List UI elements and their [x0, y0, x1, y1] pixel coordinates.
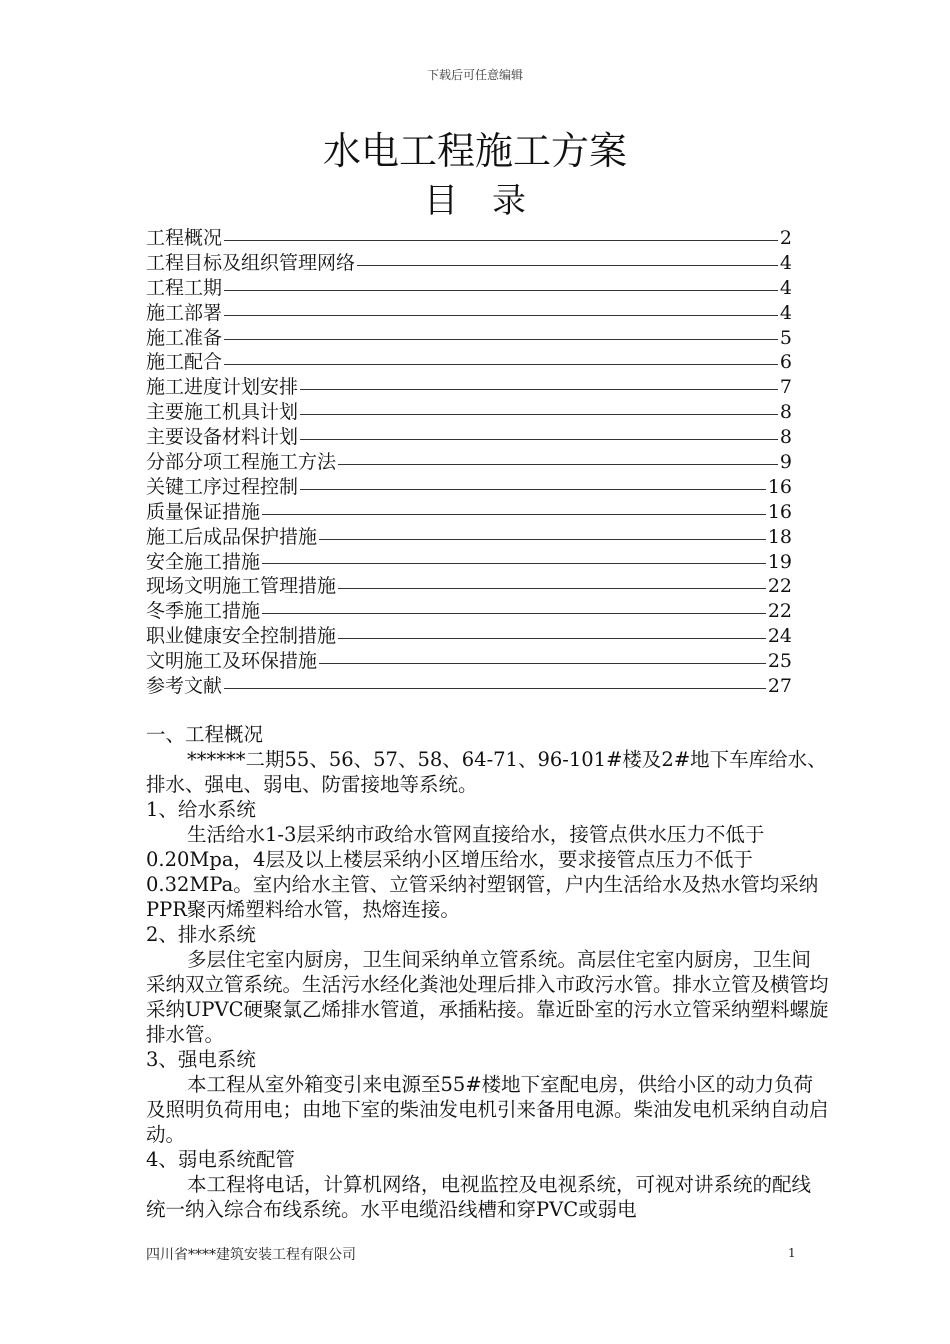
toc-entry-page: 4	[779, 276, 792, 299]
toc-entry-label: 施工配合	[146, 351, 223, 374]
toc-entry-page: 8	[779, 426, 792, 449]
toc-entry-label: 施工准备	[146, 326, 223, 349]
footer-page-number: 1	[788, 1246, 796, 1260]
toc-leader-line	[300, 489, 766, 490]
toc-leader-line	[300, 439, 778, 440]
toc-entry-label: 职业健康安全控制措施	[146, 625, 337, 648]
toc-entry-page: 8	[779, 401, 792, 424]
toc-entry-page: 25	[767, 650, 792, 673]
overview-paragraph: ******二期55、56、57、58、64-71、96-101#楼及2#地下车库给水、排水、强电、弱电、防雷接地等系统。	[146, 748, 827, 796]
toc-entry[interactable]	[146, 624, 792, 649]
toc-entry-label: 参考文献	[146, 675, 223, 698]
toc-entry[interactable]	[146, 301, 792, 326]
toc-leader-line	[262, 613, 766, 614]
toc-leader-line	[300, 389, 778, 390]
toc-entry-label: 分部分项工程施工方法	[146, 451, 337, 473]
toc-entry[interactable]	[146, 251, 792, 276]
toc-entry[interactable]	[146, 525, 792, 550]
toc-entry-page: 16	[767, 475, 792, 498]
toc-entry-page: 19	[767, 550, 792, 573]
toc-entry[interactable]	[146, 350, 792, 375]
toc-entry-page: 9	[779, 451, 792, 473]
table-of-contents	[146, 226, 792, 699]
toc-leader-line	[338, 464, 778, 465]
toc-entry-label: 现场文明施工管理措施	[146, 575, 337, 598]
toc-entry[interactable]	[146, 450, 792, 475]
toc-entry-label: 文明施工及环保措施	[146, 650, 318, 673]
toc-entry-page: 24	[767, 625, 792, 648]
toc-entry-label: 工程概况	[146, 226, 223, 249]
toc-entry-label: 施工后成品保护措施	[146, 525, 318, 548]
toc-entry-page: 18	[767, 525, 792, 548]
toc-entry[interactable]	[146, 375, 792, 400]
toc-entry[interactable]	[146, 400, 792, 425]
document-title: 水电工程施工方案	[322, 129, 627, 173]
body-content	[146, 722, 830, 1222]
toc-entry-label: 关键工序过程控制	[146, 475, 299, 498]
toc-entry-page: 4	[779, 251, 792, 274]
toc-leader-line	[224, 339, 778, 340]
toc-entry[interactable]	[146, 599, 792, 624]
toc-leader-line	[224, 688, 766, 689]
water-supply-paragraph: 生活给水1-3层采纳市政给水管网直接给水，接管点供水压力不低于0.20Mpa，4层及以上楼层采纳小区增压给水，要求接管点压力不低于0.32MPa。室内给水主管、立管采纳衬塑钢管，户内生活给水及热水管均采纳PPR聚丙烯塑料给水管，热熔连接。	[146, 823, 819, 921]
toc-entry[interactable]	[146, 649, 792, 674]
toc-entry-label: 安全施工措施	[146, 550, 261, 573]
drainage-paragraph: 多层住宅室内厨房，卫生间采纳单立管系统。高层住宅室内厨房，卫生间采纳双立管系统。生活污水经化粪池处理后排入市政污水管。排水立管及横管均采纳UPVC硬聚氯乙烯排水管道，承插粘接。靠近卧室的污水立管采纳塑料螺旋排水管。	[146, 948, 829, 1046]
toc-entry-page: 6	[779, 351, 792, 374]
toc-entry-page: 2	[779, 226, 792, 249]
toc-leader-line	[262, 563, 766, 564]
toc-leader-line	[262, 514, 766, 515]
toc-entry-page: 16	[767, 500, 792, 523]
toc-entry-page: 22	[767, 575, 792, 598]
header-note: 下载后可任意编辑	[426, 68, 523, 82]
toc-heading: 目 录	[424, 181, 526, 221]
toc-entry[interactable]	[146, 425, 792, 450]
toc-leader-line	[224, 364, 778, 365]
section-heading-overview: 一、工程概况	[146, 723, 264, 746]
subsection-heading-drainage: 2、排水系统	[146, 923, 256, 946]
toc-entry[interactable]	[146, 226, 792, 251]
power-paragraph: 本工程从室外箱变引来电源至55#楼地下室配电房，供给小区的动力负荷及照明负荷用电；由地下室的柴油发电机引来备用电源。柴油发电机采纳自动启动。	[146, 1073, 829, 1146]
toc-leader-line	[338, 588, 766, 589]
toc-leader-line	[319, 663, 766, 664]
toc-entry[interactable]	[146, 674, 792, 699]
subsection-heading-power: 3、强电系统	[146, 1048, 256, 1071]
low-voltage-paragraph: 本工程将电话，计算机网络，电视监控及电视系统，可视对讲系统的配线统一纳入综合布线系统。水平电缆沿线槽和穿PVC或弱电	[146, 1173, 812, 1221]
toc-entry-label: 工程目标及组织管理网络	[146, 251, 356, 274]
toc-entry[interactable]	[146, 550, 792, 575]
toc-leader-line	[224, 315, 778, 316]
toc-entry[interactable]	[146, 276, 792, 301]
toc-entry[interactable]	[146, 326, 792, 351]
toc-entry-page: 4	[779, 301, 792, 324]
toc-entry[interactable]	[146, 574, 792, 599]
toc-entry-label: 主要施工机具计划	[146, 401, 299, 424]
toc-leader-line	[319, 539, 766, 540]
toc-leader-line	[357, 265, 778, 266]
toc-entry-label: 冬季施工措施	[146, 600, 261, 623]
toc-entry-page: 22	[767, 600, 792, 623]
toc-entry-label: 主要设备材料计划	[146, 426, 299, 449]
toc-leader-line	[224, 240, 778, 241]
toc-leader-line	[224, 290, 778, 291]
toc-entry[interactable]	[146, 475, 792, 500]
toc-entry-label: 施工部署	[146, 301, 223, 324]
footer-company-name: 四川省****建筑安装工程有限公司	[146, 1247, 356, 1263]
subsection-heading-low-voltage: 4、弱电系统配管	[146, 1148, 295, 1171]
toc-entry[interactable]	[146, 500, 792, 525]
subsection-heading-water-supply: 1、给水系统	[146, 798, 256, 821]
toc-leader-line	[300, 414, 778, 415]
toc-entry-label: 质量保证措施	[146, 500, 261, 523]
toc-entry-label: 工程工期	[146, 276, 223, 299]
toc-leader-line	[338, 638, 766, 639]
toc-entry-page: 7	[779, 376, 792, 399]
toc-entry-label: 施工进度计划安排	[146, 376, 299, 399]
toc-entry-page: 27	[767, 675, 792, 698]
toc-entry-page: 5	[779, 326, 792, 349]
